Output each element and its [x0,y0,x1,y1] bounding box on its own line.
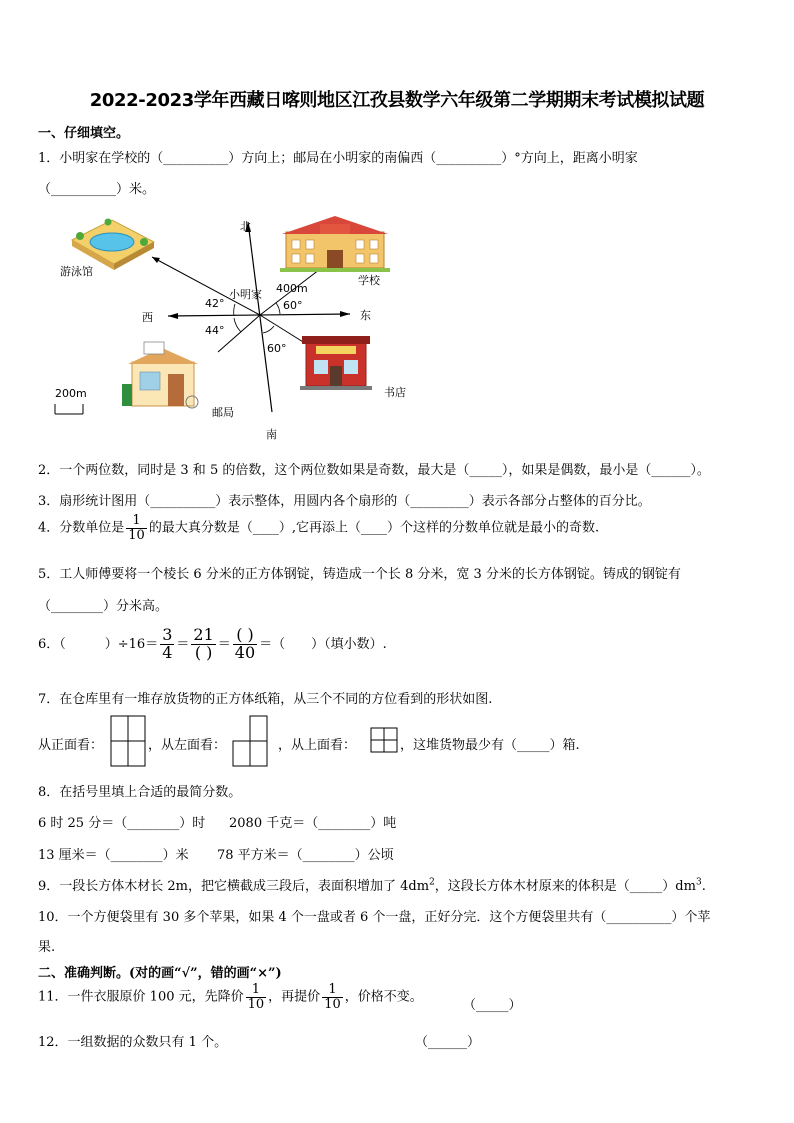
question-9: 9．一段长方体木材长 2m，把它横截成三段后，表面积增加了 $4dm^2$，这段长方体木材原来的体积是$(\_\_\_\_\_)dm^3$. [38,877,706,894]
school-icon [280,216,390,272]
question-10-line-2: 果. [38,940,56,955]
bookstore-label: 书店 [384,386,406,399]
scale-label: 200m [55,387,87,400]
question-1-line-2: （__________）米。 [38,182,156,197]
question-11: 11．一件衣服原价 100 元，先降价 $\frac{1}{10}$ ，再提价 $\frac{1}{10}$ ，价格不变。 [38,982,423,1012]
question-7-answer: ，这堆货物最少有（_____）箱. [400,738,580,753]
front-view-grid [110,715,146,767]
angle-60-south-label: 60° [267,342,287,355]
section-heading-2: 二、准确判断。(对的画“√”，错的画“×”) [38,966,282,981]
north-south-axis [248,222,272,412]
question-7-left-label: ，从左面看： [148,738,227,753]
question-7-top-label: ，从上面看： [278,738,357,753]
question-11-blank: （_____） [463,998,522,1013]
post-office-icon [122,342,198,408]
question-7-line-1: 7．在仓库里有一堆存放货物的正方体纸箱，从三个不同的方位看到的形状如图. [38,692,493,707]
left-view-grid [232,715,268,767]
question-12-blank: （______） [415,1035,481,1050]
question-8-item-b: 2080 千克＝（________）吨 [229,816,397,831]
pool-label: 游泳馆 [60,265,93,278]
east-label: 东 [360,309,371,322]
north-label: 北 [240,220,251,233]
question-5-line-1: 5．工人师傅要将一个棱长 6 分米的正方体钢锭，铸造成一个长 8 分米，宽 3 分米的长方体钢锭。铸成的钢锭有 [38,567,681,582]
top-view-grid [370,727,398,753]
home-label: 小明家 [229,288,262,301]
section-heading-1: 一、仔细填空。 [38,126,130,141]
question-2: 2．一个两位数，同时是 3 和 5 的倍数，这个两位数如果是奇数，最大是（_____），如果是偶数，最小是（______）。 [38,463,710,478]
question-1-line-1: 1．小明家在学校的（__________）方向上；邮局在小明家的南偏西（__________）°方向上，距离小明家 [38,151,638,166]
bookstore-icon [300,336,372,390]
question-4: 4．分数单位是 $\frac{1}{10}$ 的最大真分数是（____）,它再添上（____）个这样的分数单位就是最小的奇数. [38,513,600,543]
question-5-line-2: （________）分米高。 [38,599,169,614]
question-8-item-d: 78 平方米＝（________）公顷 [217,848,394,863]
angle-42-label: 42° [205,297,225,310]
question-12: 12．一组数据的众数只有 1 个。 [38,1035,228,1050]
question-8-item-a: 6 时 25 分＝（________）时 [38,816,206,831]
angle-44-label: 44° [205,324,225,337]
scale-bar [55,404,83,414]
distance-label: 400m [276,282,308,295]
question-7-front-label: 从正面看： [38,738,104,753]
swimming-pool-icon [72,219,154,271]
post-label: 邮局 [212,406,234,419]
direction-map [50,212,430,444]
question-8-item-c: 13 厘米＝（________）米 [38,848,189,863]
west-label: 西 [142,311,153,324]
question-8-line-1: 8．在括号里填上合适的最简分数。 [38,785,242,800]
angle-60-east-label: 60° [283,299,303,312]
question-6: 6．（ ）÷16＝ $\frac{3}{4}$ ＝ $\frac{21}{( )}$ ＝ $\frac{( )}{40}$ ＝（ ）（填小数）. [38,625,387,662]
question-10-line-1: 10．一个方便袋里有 30 多个苹果，如果 4 个一盘或者 6 个一盘，正好分完．这个方便袋里共有（__________）个苹 [38,910,711,925]
page-title: 2022-2023学年西藏日喀则地区江孜县数学六年级第二学期期末考试模拟试题 [89,90,705,111]
question-3: 3．扇形统计图用（__________）表示整体，用圆内各个扇形的（_________）表示各部分占整体的百分比。 [38,494,651,509]
south-label: 南 [266,428,277,441]
school-label: 学校 [358,274,380,287]
